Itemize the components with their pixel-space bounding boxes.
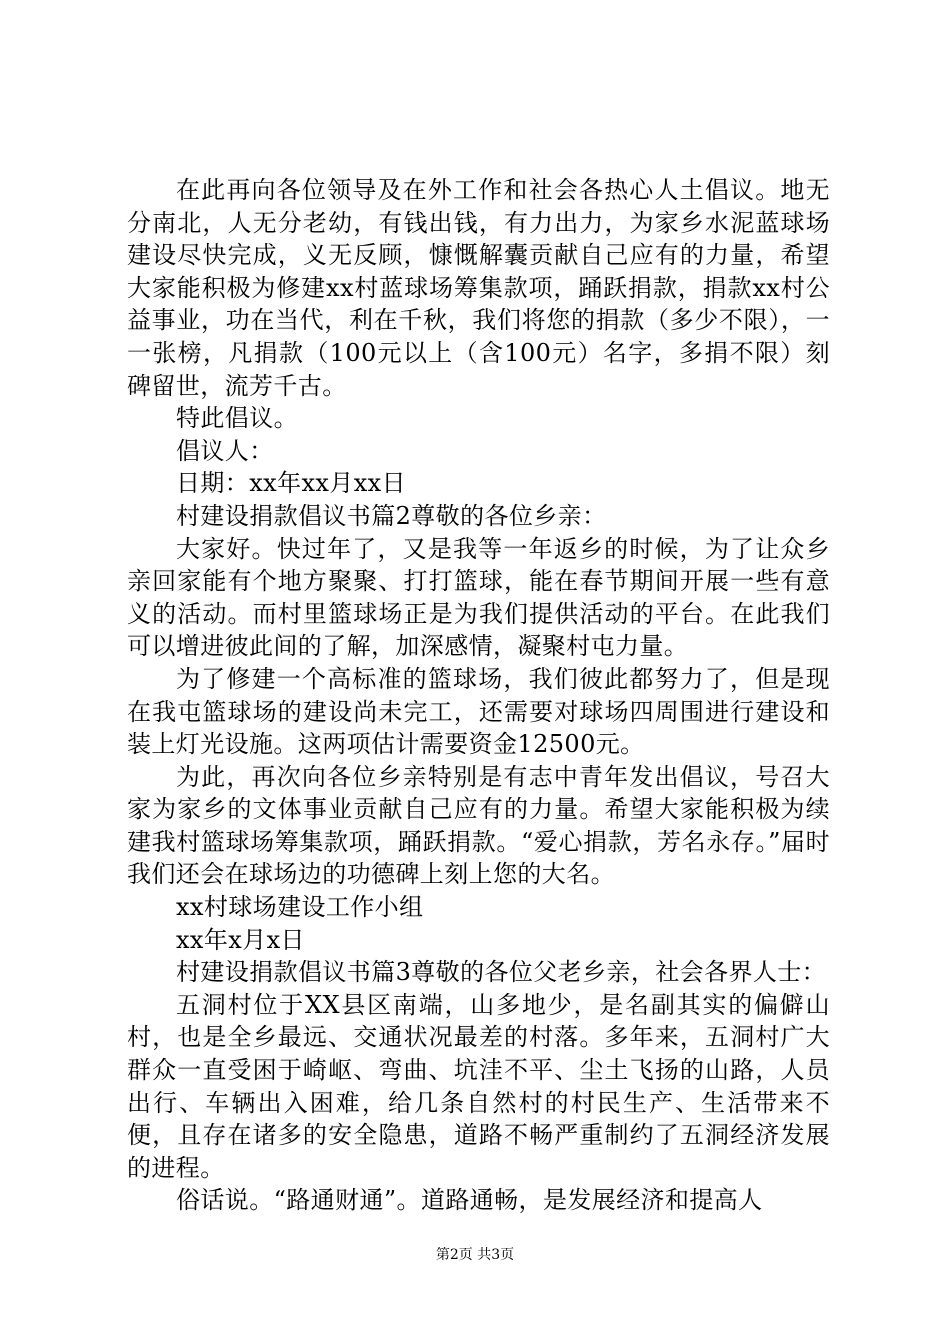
paragraph-greeting: 大家好。快过年了，又是我等一年返乡的时候，为了让众乡亲回家能有个地方聚聚、打打篮球，能在春节期间开展一些有意义的活动。而村里篮球场正是为我们提供活动的平台。在此我们可以增进彼此间的了解，加深感情，凝聚村屯力量。 — [127, 534, 830, 661]
paragraph-saying: 俗话说。“路通财通”。道路通畅，是发展经济和提高人 — [176, 1186, 763, 1215]
paragraph-construction: 为了修建一个高标准的篮球场，我们彼此都努力了，但是现在我屯篮球场的建设尚未完工，还需要对球场四周围进行建设和装上灯光设施。这两项估计需要资金12500元。 — [127, 664, 830, 759]
paragraph-village-intro: 五洞村位于XX县区南端，山多地少，是名副其实的偏僻山村，也是全乡最远、交通状况最差的村落。多年来，五洞村广大群众一直受困于崎岖、弯曲、坑洼不平、尘土飞扬的山路，人员出行、车辆出入困难，给几条自然村的村民生产、生活带来不便，且存在诸多的安全隐患，道路不畅严重制约了五洞经济发展的进程。 — [127, 990, 830, 1182]
paragraph-closing: 特此倡议。 — [176, 404, 298, 433]
document-body — [127, 174, 830, 1217]
page-footer: 第2页 共3页 — [435, 1247, 515, 1263]
paragraph-section2-heading: 村建设捐款倡议书篇2尊敬的各位乡亲： — [176, 501, 607, 530]
paragraph-proposer: 倡议人： — [176, 436, 274, 465]
paragraph-appeal: 在此再向各位领导及在外工作和社会各热心人土倡议。地无分南北，人无分老幼，有钱出钱，有力出力，为家乡水泥蓝球场建设尽快完成，义无反顾，慷慨解囊贡献自己应有的力量，希望大家能积极为修建xx村蓝球场筹集款项，踊跃捐款，捐款xx村公益事业，功在当代，利在千秋，我们将您的捐款（多少不限），一一张榜，凡捐款（100元以上（含100元）名字，多捐不限）刻碑留世，流芳千古。 — [127, 176, 830, 400]
paragraph-signature-date: xx年x月x日 — [176, 925, 305, 954]
paragraph-date: 日期：xx年xx月xx日 — [176, 469, 407, 498]
paragraph-section3-heading: 村建设捐款倡议书篇3尊敬的各位父老乡亲，社会各界人士： — [176, 958, 827, 987]
paragraph-signature-group: xx村球场建设工作小组 — [176, 893, 424, 922]
paragraph-call: 为此，再次向各位乡亲特别是有志中青年发出倡议，号召大家为家乡的文体事业贡献自己应有的力量。希望大家能积极为续建我村篮球场筹集款项，踊跃捐款。“爱心捐款，芳名永存。”届时我们还会在球场边的功德碑上刻上您的大名。 — [127, 762, 830, 889]
